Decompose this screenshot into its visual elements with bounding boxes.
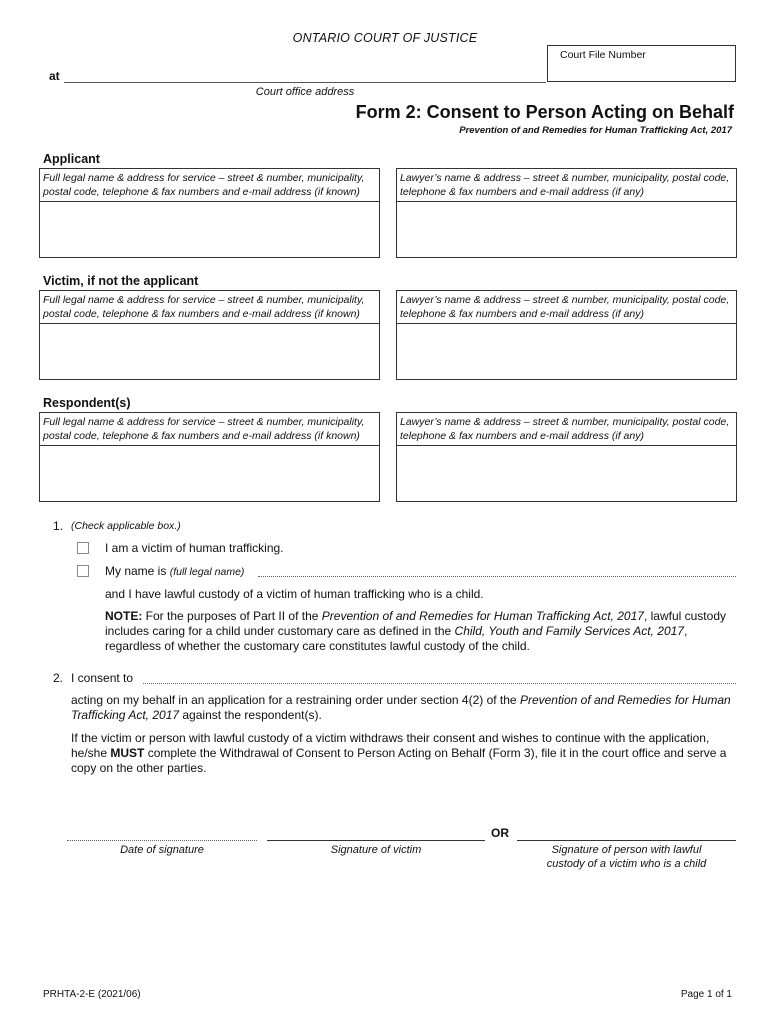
custodian-signature-field[interactable] <box>517 840 736 841</box>
note-text: , lawful custody includes caring for a child under customary care as defined in the <box>105 609 726 638</box>
note-label: NOTE: <box>105 609 143 623</box>
form-code: PRHTA-2-E (2021/06) <box>43 989 141 1000</box>
note-text: For the purposes of Part II of the <box>142 609 322 623</box>
item-1-instruction: (Check applicable box.) <box>71 520 181 532</box>
form-title: Form 2: Consent to Person Acting on Behalf <box>355 102 734 122</box>
custody-text: and I have lawful custody of a victim of human trafficking who is a child. <box>105 587 484 601</box>
acting-text: against the respondent(s). <box>179 708 322 722</box>
respondent-lawyer-box[interactable] <box>396 412 737 502</box>
respondent-info-header: Full legal name & address for service – street & number, municipality, postal code, telephone & fax numbers and e-mail address (if known) <box>43 416 365 442</box>
withdrawal-text: complete the Withdrawal of Consent to Person Acting on Behalf (Form 3), file it in the court office and serve a copy on the other parties. <box>71 746 727 775</box>
victim-checkbox[interactable] <box>77 542 89 554</box>
divider <box>397 445 736 446</box>
date-of-signature-label: Date of signature <box>120 844 204 856</box>
victim-signature-field[interactable] <box>267 840 485 841</box>
victim-lawyer-header: Lawyer’s name & address – street & number, municipality, postal code, telephone & fax numbers and e-mail address (if any) <box>400 294 730 320</box>
note-act-name: Prevention of and Remedies for Human Trafficking Act, 2017 <box>321 609 644 623</box>
acting-paragraph <box>71 693 736 723</box>
or-label: OR <box>491 826 509 840</box>
victim-info-box[interactable] <box>39 290 380 380</box>
name-hint: (full legal name) <box>169 566 245 578</box>
form-subtitle: Prevention of and Remedies for Human Trafficking Act, 2017 <box>459 125 732 136</box>
custodian-signature-label-line: Signature of person with lawful <box>551 844 702 856</box>
court-office-label: Court office address <box>255 86 355 98</box>
at-label: at <box>49 69 60 83</box>
withdrawal-paragraph <box>71 731 736 776</box>
victim-label: Victim, if not the applicant <box>43 274 199 288</box>
page-number: Page 1 of 1 <box>680 989 732 1000</box>
respondent-info-box[interactable] <box>39 412 380 502</box>
note-act-name: Child, Youth and Family Services Act, 2017 <box>454 624 684 638</box>
item-2-number: 2. <box>53 671 64 685</box>
victim-info-header: Full legal name & address for service – street & number, municipality, postal code, telephone & fax numbers and e-mail address (if known) <box>43 294 365 320</box>
applicant-info-header: Full legal name & address for service – street & number, municipality, postal code, telephone & fax numbers and e-mail address (if known) <box>43 172 365 198</box>
court-title: ONTARIO COURT OF JUSTICE <box>292 31 478 45</box>
custodian-signature-label <box>517 843 736 871</box>
withdrawal-text: If the victim or person with lawful custody of a victim withdraws their consent and wishes to continue with the application, he/she <box>71 731 710 760</box>
court-file-number-field[interactable] <box>547 45 736 82</box>
divider <box>40 445 379 446</box>
date-of-signature-field[interactable] <box>67 840 257 841</box>
name-prefix: My name is <box>105 564 167 578</box>
item-1-number: 1. <box>53 519 64 533</box>
victim-signature-label: Signature of victim <box>330 844 422 856</box>
divider <box>397 201 736 202</box>
consent-person-field[interactable] <box>143 683 736 684</box>
applicant-lawyer-box[interactable] <box>396 168 737 258</box>
note-text: , regardless of whether the customary care constitutes lawful custody of the child. <box>105 624 688 653</box>
court-file-number-label: Court File Number <box>560 49 646 61</box>
respondents-label: Respondent(s) <box>43 396 131 410</box>
court-office-address-field[interactable] <box>64 82 546 83</box>
victim-lawyer-box[interactable] <box>396 290 737 380</box>
respondent-lawyer-header: Lawyer’s name & address – street & number, municipality, postal code, telephone & fax numbers and e-mail address (if any) <box>400 416 730 442</box>
acting-text: acting on my behalf in an application for a restraining order under section 4(2) of the <box>71 693 520 707</box>
full-legal-name-field[interactable] <box>258 576 736 577</box>
applicant-label: Applicant <box>43 152 100 166</box>
divider <box>40 323 379 324</box>
divider <box>40 201 379 202</box>
withdrawal-must: MUST <box>110 746 145 760</box>
custodian-signature-label-line: custody of a victim who is a child <box>546 858 707 870</box>
applicant-lawyer-header: Lawyer’s name & address – street & number, municipality, postal code, telephone & fax numbers and e-mail address (if any) <box>400 172 730 198</box>
applicant-info-box[interactable] <box>39 168 380 258</box>
divider <box>397 323 736 324</box>
name-option-text <box>105 564 244 580</box>
acting-act-name: Prevention of and Remedies for Human Trafficking Act, 2017 <box>71 693 731 722</box>
note-paragraph <box>105 609 736 654</box>
victim-option-text: I am a victim of human trafficking. <box>105 541 284 555</box>
consent-prefix: I consent to <box>71 671 134 685</box>
custody-checkbox[interactable] <box>77 565 89 577</box>
